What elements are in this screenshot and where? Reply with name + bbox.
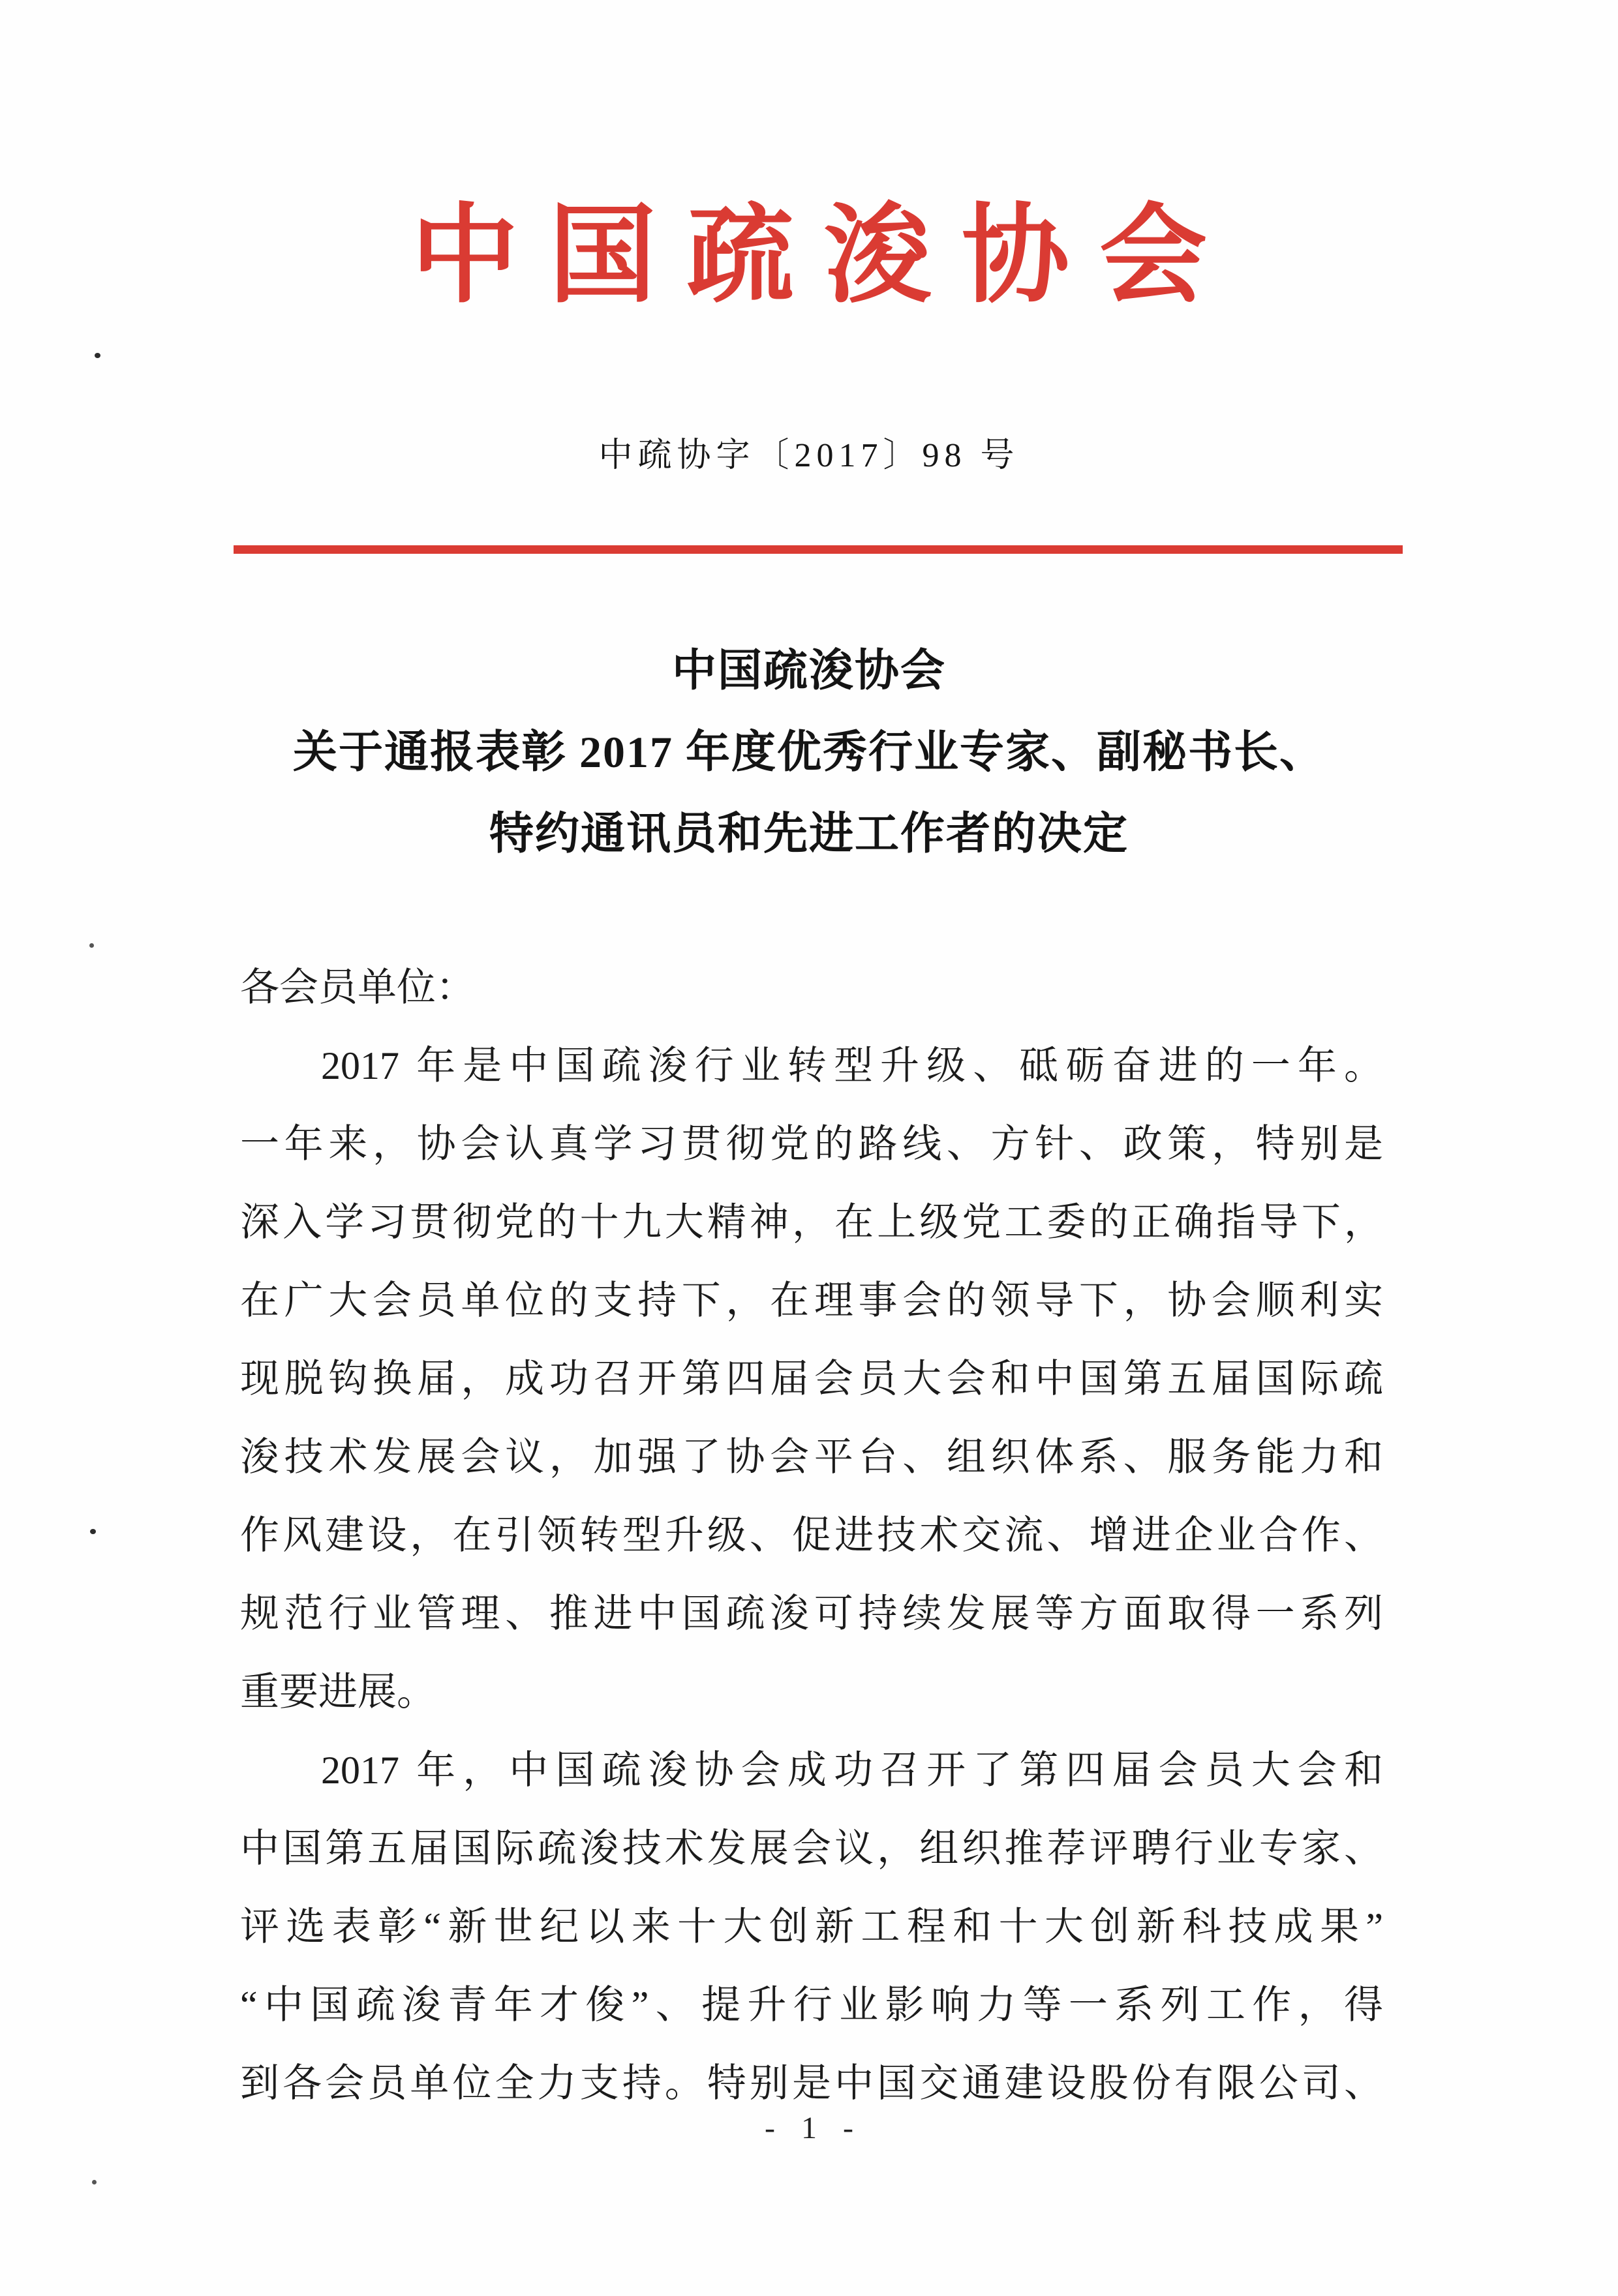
document-reference-number: 中疏协字〔2017〕98 号 bbox=[598, 437, 1020, 474]
body-line: 重要进展。 bbox=[240, 1670, 436, 1714]
body-line: 现脱钩换届，成功召开第四届会员大会和中国第五届国际疏 bbox=[240, 1357, 1383, 1400]
title-line-2: 关于通报表彰 2017 年度优秀行业专家、副秘书长、 bbox=[292, 727, 1325, 777]
document-title bbox=[0, 630, 1618, 875]
title-line-3: 特约通讯员和先进工作者的决定 bbox=[489, 809, 1129, 858]
body-line: 2017 年，中国疏浚协会成功召开了第四届会员大会和 bbox=[321, 1749, 1383, 1792]
title-line-1: 中国疏浚协会 bbox=[671, 646, 946, 695]
letterhead-org-name: 中国疏浚协会 bbox=[411, 196, 1237, 316]
body-line: 深入学习贯彻党的十九大精神，在上级党工委的正确指导下， bbox=[240, 1201, 1383, 1244]
salutation: 各会员单位： bbox=[240, 966, 475, 1009]
page-number: - 1 - bbox=[765, 2111, 862, 2145]
scan-speck bbox=[90, 1529, 96, 1534]
red-divider-line bbox=[234, 545, 1403, 554]
document-body bbox=[240, 948, 1383, 2122]
scan-speck bbox=[95, 353, 100, 358]
body-line: 规范行业管理、推进中国疏浚可持续发展等方面取得一系列 bbox=[240, 1592, 1383, 1635]
body-line: 一年来，协会认真学习贯彻党的路线、方针、政策，特别是 bbox=[240, 1123, 1383, 1166]
scan-speck bbox=[89, 943, 94, 948]
body-line: 到各会员单位全力支持。特别是中国交通建设股份有限公司、 bbox=[240, 2062, 1383, 2105]
body-line: “中国疏浚青年才俊”、提升行业影响力等一系列工作，得 bbox=[240, 1984, 1383, 2027]
body-line: 评选表彰“新世纪以来十大创新工程和十大创新科技成果” bbox=[240, 1905, 1383, 1948]
scan-speck bbox=[92, 2180, 97, 2184]
body-line: 浚技术发展会议，加强了协会平台、组织体系、服务能力和 bbox=[240, 1436, 1383, 1479]
body-line: 中国第五届国际疏浚技术发展会议，组织推荐评聘行业专家、 bbox=[240, 1827, 1383, 1870]
body-line: 2017 年是中国疏浚行业转型升级、砥砺奋进的一年。 bbox=[321, 1044, 1383, 1087]
body-line: 在广大会员单位的支持下，在理事会的领导下，协会顺利实 bbox=[240, 1279, 1383, 1322]
body-line: 作风建设，在引领转型升级、促进技术交流、增进企业合作、 bbox=[240, 1514, 1383, 1557]
